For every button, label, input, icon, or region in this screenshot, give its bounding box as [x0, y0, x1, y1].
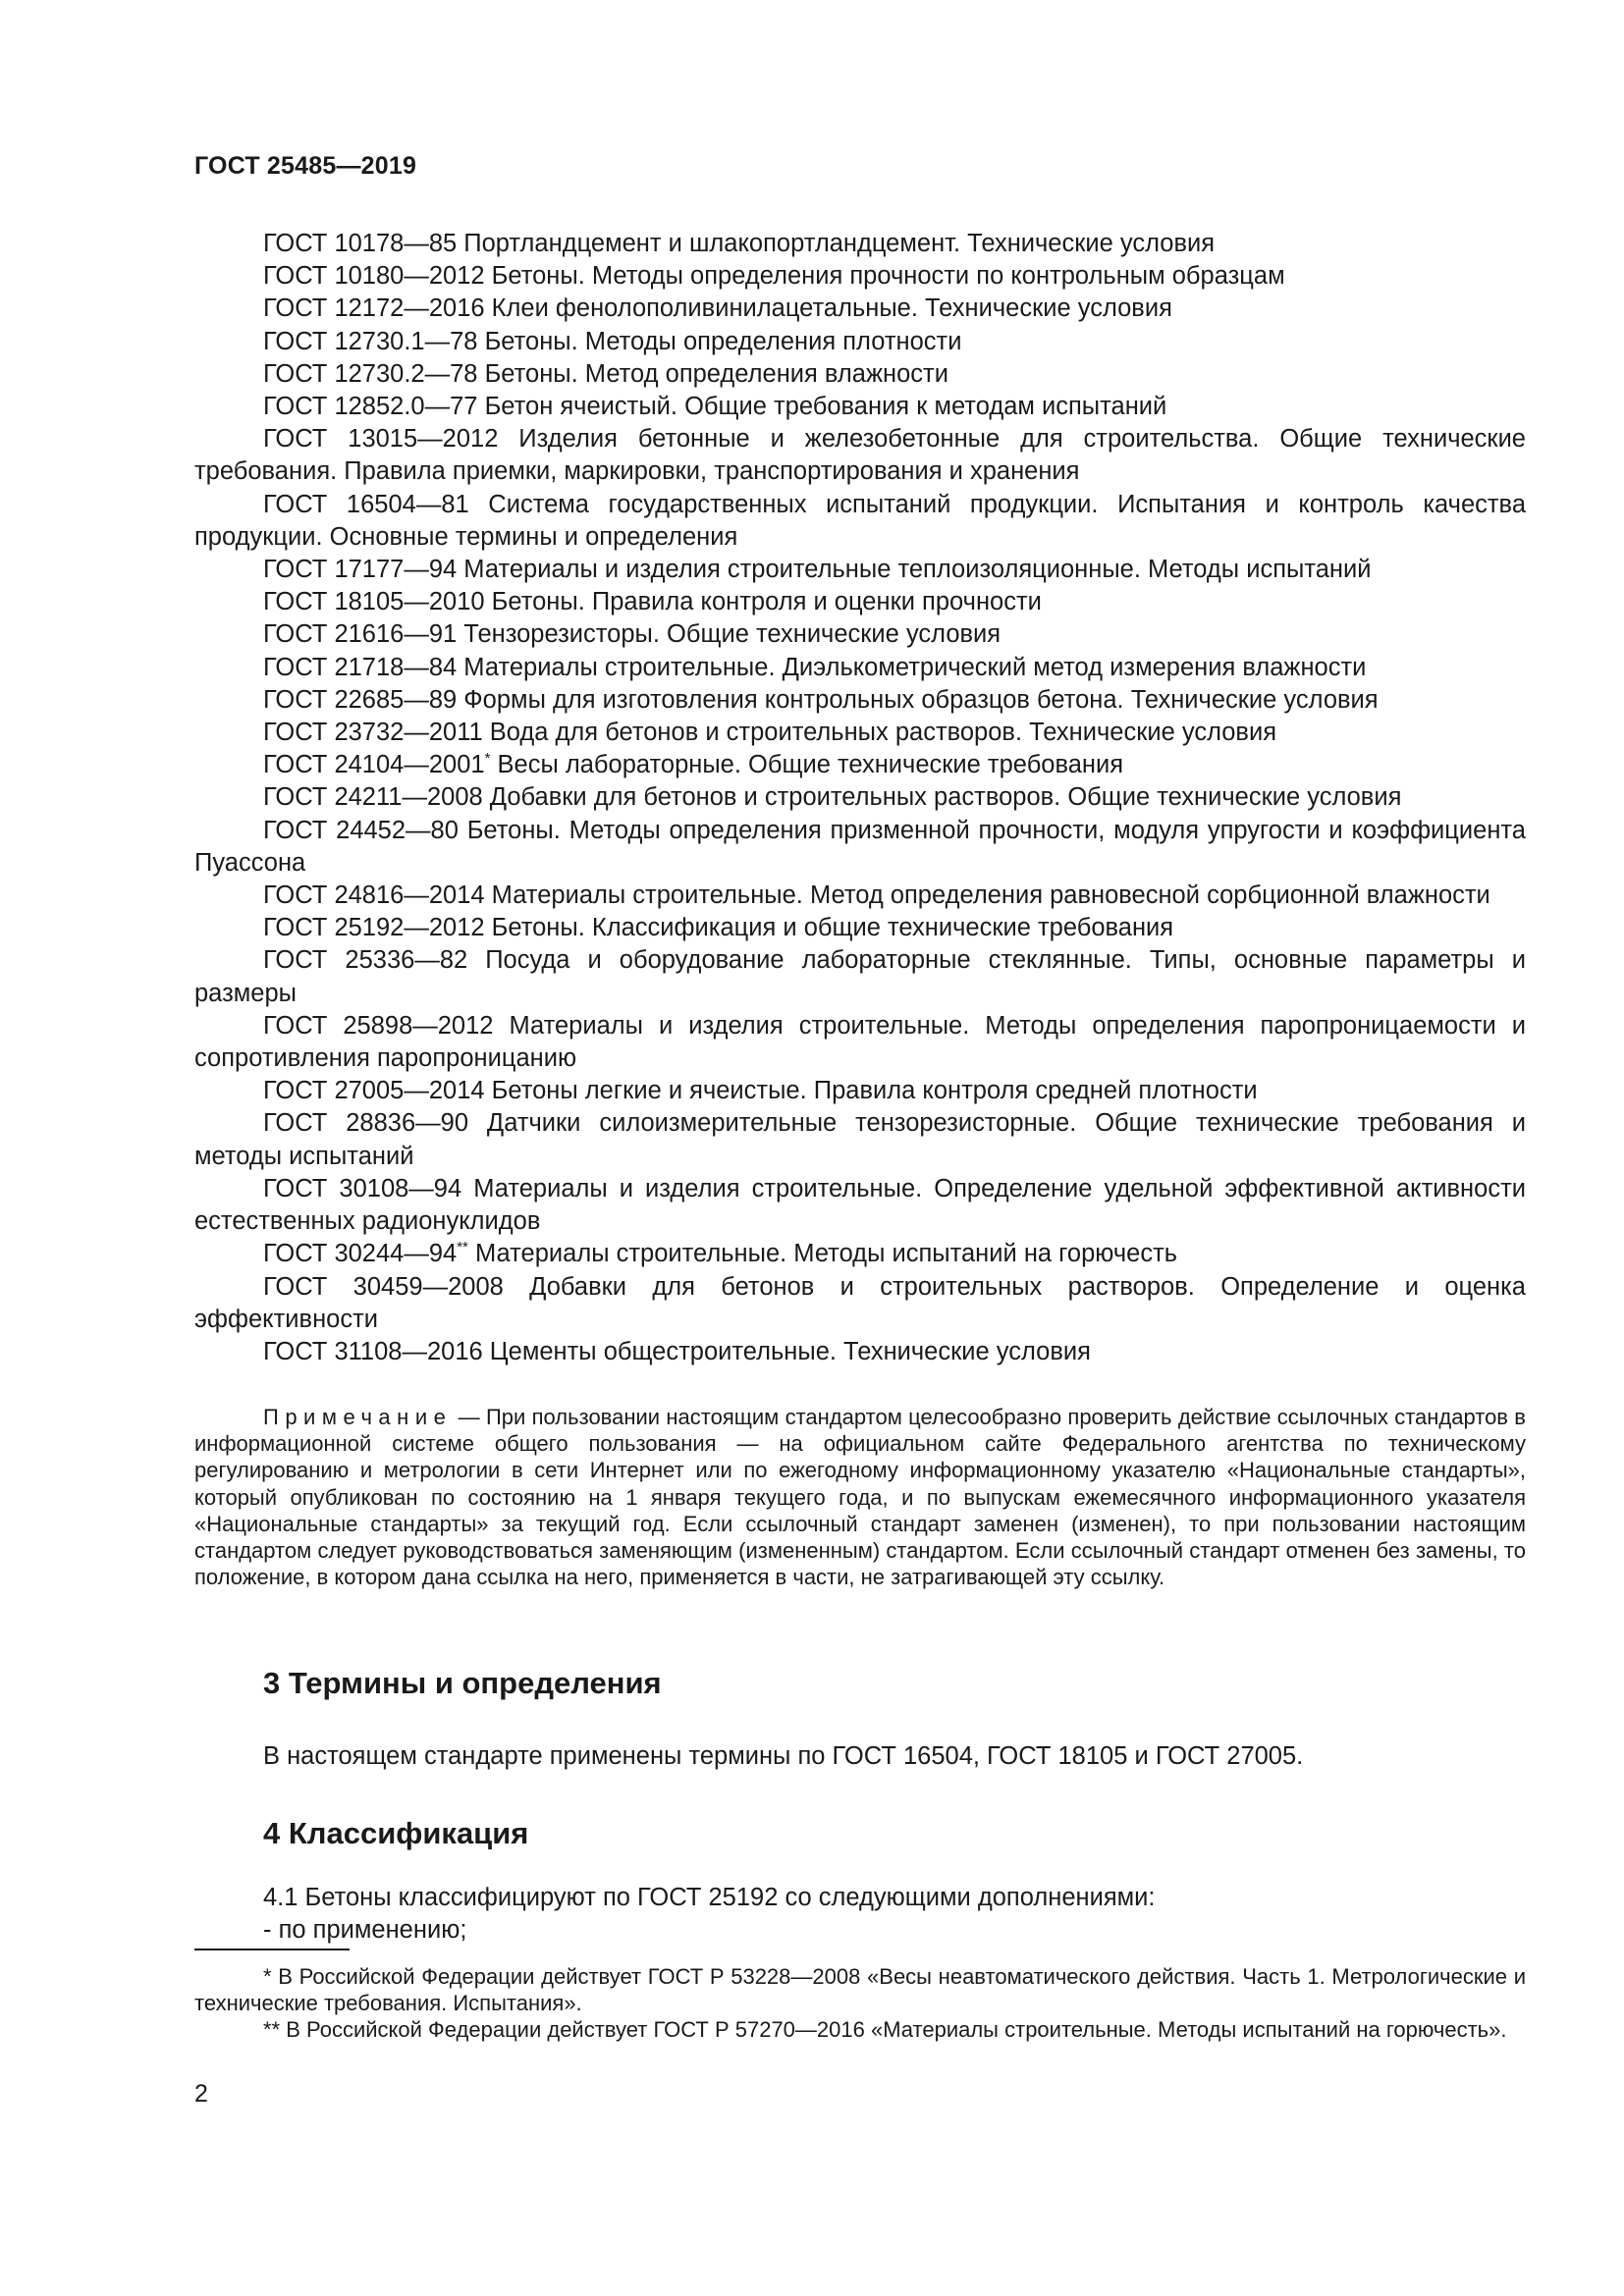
reference-item: ГОСТ 30108—94 Материалы и изделия строительные. Определение удельной эффективной активности естественных радионуклидов	[194, 1174, 1526, 1236]
footnote-separator	[194, 1949, 350, 1950]
reference-item: ГОСТ 25898—2012 Материалы и изделия строительные. Методы определения паропроницаемости и сопротивления паропроницанию	[194, 1011, 1526, 1073]
reference-item: ГОСТ 13015—2012 Изделия бетонные и железобетонные для строительства. Общие технические требования. Правила приемки, маркировки, транспортирования и хранения	[194, 425, 1526, 486]
reference-item	[194, 1238, 1526, 1270]
reference-item: ГОСТ 21718—84 Материалы строительные. Диэлькометрический метод измерения влажности	[263, 653, 1367, 681]
reference-item: ГОСТ 24211—2008 Добавки для бетонов и строительных растворов. Общие технические условия	[263, 783, 1402, 812]
reference-item: ГОСТ 24452—80 Бетоны. Методы определения призменной прочности, модуля упругости и коэффициента Пуассона	[194, 816, 1526, 877]
reference-item: ГОСТ 12852.0—77 Бетон ячеистый. Общие требования к методам испытаний	[263, 393, 1167, 421]
reference-title: Весы лабораторные. Общие технические требования	[490, 751, 1124, 779]
note-paragraph	[194, 1404, 1526, 1590]
page-number: 2	[194, 2080, 208, 2108]
reference-item: ГОСТ 23732—2011 Вода для бетонов и строительных растворов. Технические условия	[263, 719, 1277, 747]
footnote-mark: **	[457, 1239, 468, 1256]
footnote-mark: *	[484, 750, 491, 768]
reference-item	[194, 749, 1526, 781]
reference-item: ГОСТ 30459—2008 Добавки для бетонов и строительных растворов. Определение и оценка эффективности	[194, 1272, 1526, 1333]
page-header: ГОСТ 25485—2019	[194, 152, 417, 180]
classification-list-item: - по применению;	[263, 1916, 467, 1945]
reference-item: ГОСТ 18105—2010 Бетоны. Правила контроля и оценки прочности	[263, 588, 1042, 616]
reference-item: ГОСТ 28836—90 Датчики силоизмерительные тензорезисторные. Общие технические требования и методы испытаний	[194, 1109, 1526, 1170]
reference-item: ГОСТ 12730.1—78 Бетоны. Методы определения плотности	[263, 327, 962, 355]
reference-item: ГОСТ 10180—2012 Бетоны. Методы определения прочности по контрольным образцам	[263, 262, 1285, 291]
reference-item: ГОСТ 21616—91 Тензорезисторы. Общие технические условия	[263, 620, 1001, 649]
reference-item: ГОСТ 25336—82 Посуда и оборудование лабораторные стеклянные. Типы, основные параметры и размеры	[194, 946, 1526, 1007]
footnote-item: * В Российской Федерации действует ГОСТ Р 53228—2008 «Весы неавтоматического действия. Часть 1. Метрологические и технические требования. Испытания».	[194, 1964, 1526, 2016]
reference-item: ГОСТ 22685—89 Формы для изготовления контрольных образцов бетона. Технические условия	[263, 685, 1379, 714]
section-heading-classification: 4 Классификация	[263, 1816, 529, 1850]
reference-item: ГОСТ 25192—2012 Бетоны. Классификация и общие технические требования	[263, 914, 1174, 942]
section-heading-terms: 3 Термины и определения	[263, 1666, 662, 1700]
reference-item: ГОСТ 17177—94 Материалы и изделия строительные теплоизоляционные. Методы испытаний	[263, 556, 1372, 584]
note-label: Примечание	[263, 1405, 453, 1429]
reference-item: ГОСТ 16504—81 Система государственных испытаний продукции. Испытания и контроль качества продукции. Основные термины и определения	[194, 490, 1526, 551]
normative-references-list	[194, 228, 1526, 1368]
reference-item: ГОСТ 27005—2014 Бетоны легкие и ячеистые. Правила контроля средней плотности	[263, 1077, 1258, 1105]
classification-content	[263, 1882, 1156, 1947]
note-text: — При пользовании настоящим стандартом целесообразно проверить действие ссылочных стандартов в информационной системе общего пользования — на официальном сайте Федерального агентства по техническому регулированию и метрологии в сети Интернет или по ежегодному информационному указателю «Национальные стандарты», который опубликован по состоянию на 1 января текущего года, и по выпускам ежемесячного информационного указателя «Национальные стандарты» за текущий год. Если ссылочный стандарт заменен (изменен), то при пользовании настоящим стандартом следует руководствоваться заменяющим (измененным) стандартом. Если ссылочный стандарт отменен без замены, то положение, в котором дана ссылка на него, применяется в части, не затрагивающей эту ссылку.	[194, 1405, 1526, 1590]
footnotes	[194, 1963, 1526, 2044]
reference-item: ГОСТ 24816—2014 Материалы строительные. Метод определения равновесной сорбционной влажности	[263, 881, 1490, 910]
reference-item: ГОСТ 12172—2016 Клеи фенолополивинилацетальные. Технические условия	[263, 294, 1172, 323]
reference-item: ГОСТ 10178—85 Портландцемент и шлакопортландцемент. Технические условия	[263, 230, 1216, 257]
reference-item: ГОСТ 12730.2—78 Бетоны. Метод определения влажности	[263, 359, 948, 388]
reference-code: ГОСТ 24104—2001	[263, 751, 485, 779]
classification-paragraph: 4.1 Бетоны классифицируют по ГОСТ 25192 со следующими дополнениями:	[263, 1884, 1156, 1911]
section-terms-text: В настоящем стандарте применены термины по ГОСТ 16504, ГОСТ 18105 и ГОСТ 27005.	[263, 1742, 1304, 1770]
footnote-item: ** В Российской Федерации действует ГОСТ Р 57270—2016 «Материалы строительные. Методы испытаний на горючесть».	[263, 2017, 1507, 2043]
reference-code: ГОСТ 30244—94	[263, 1240, 458, 1268]
reference-title: Материалы строительные. Методы испытаний на горючесть	[467, 1240, 1178, 1268]
reference-item: ГОСТ 31108—2016 Цементы общестроительные. Технические условия	[263, 1337, 1091, 1365]
